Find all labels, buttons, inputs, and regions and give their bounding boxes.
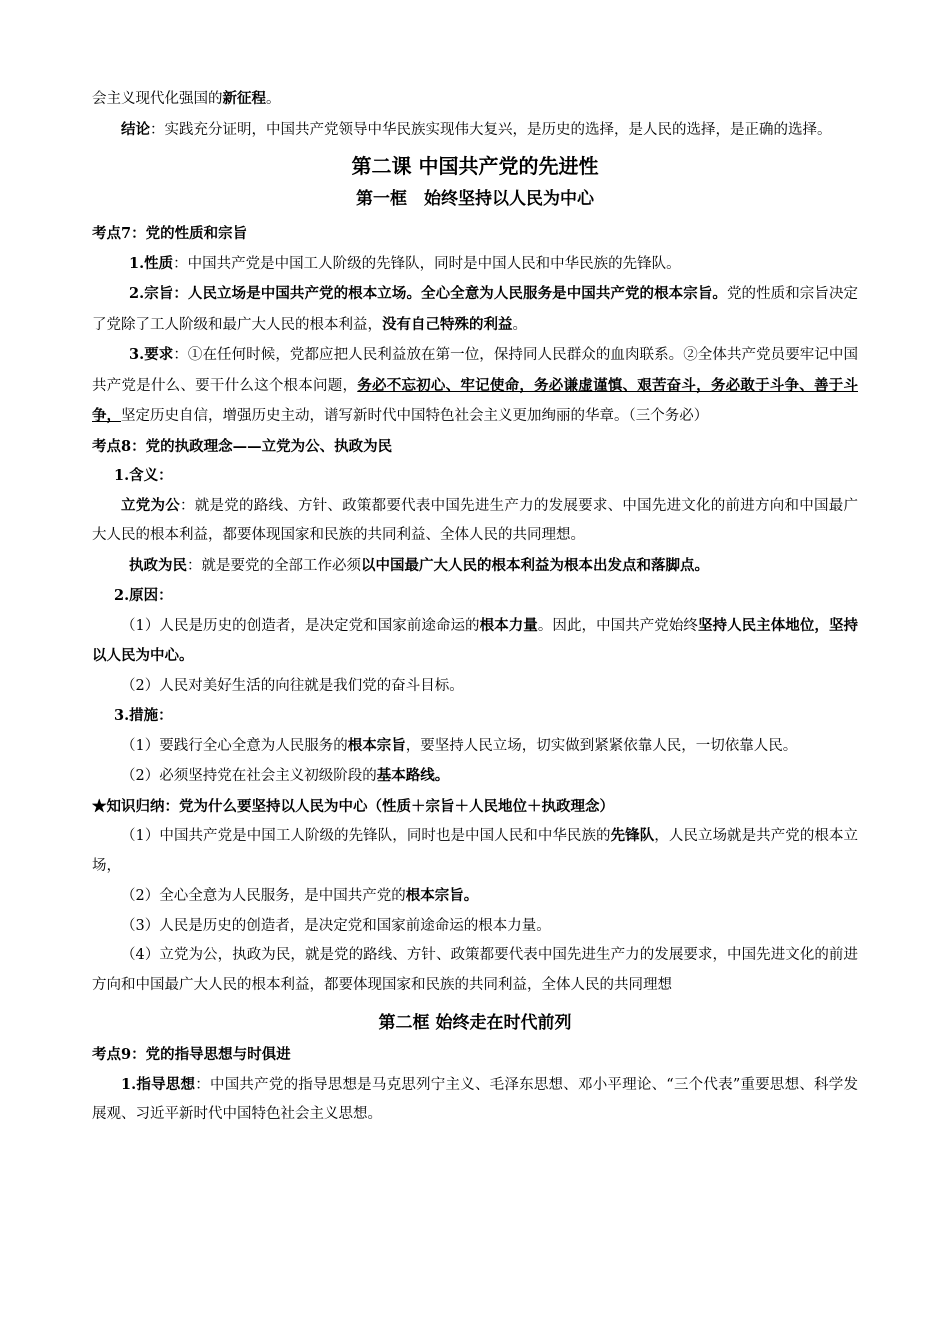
point-7-purpose: 2.宗旨：人民立场是中国共产党的根本立场。全心全意为人民服务是中国共产党的根本宗旨。党的性质和宗旨决定了党除了工人阶级和最广大人民的根本利益，没有自己特殊的利益。 — [92, 285, 859, 333]
point-9-guide: 1.指导思想：中国共产党的指导思想是马克思列宁主义、毛泽东思想、邓小平理论、“三个代表”重要思想、科学发展观、习近平新时代中国特色社会主义思想。 — [92, 1075, 858, 1122]
point-8-measure-1: （1）要践行全心全意为人民服务的根本宗旨，要坚持人民立场，切实做到紧紧依靠人民，一切依靠人民。 — [121, 736, 798, 754]
point-8-reason-label: 2.原因： — [114, 587, 173, 604]
point-7-requirement: 3.要求：①在任何时候，党都应把人民利益放在第一位，保持同人民群众的血肉联系。②全体共产党员要牢记中国共产党是什么、要干什么这个根本问题，务必不忘初心、牢记使命，务必谦虚谨慎、艰苦奋斗，务必敢于斗争、善于斗争，坚定历史自信，增强历史主动，谱写新时代中国特色社会主义更加绚丽的华章。（三个务必） — [92, 346, 858, 424]
lesson-title: 第二课 中国共产党的先进性 — [351, 154, 599, 178]
paragraph-continuation: 会主义现代化强国的新征程。 — [92, 90, 281, 107]
point-8-measure-2: （2）必须坚持党在社会主义初级阶段的基本路线。 — [121, 767, 450, 784]
frame-2-title: 第二框 始终走在时代前列 — [378, 1013, 572, 1033]
point-8-reason-2: （2）人民对美好生活的向往就是我们党的奋斗目标。 — [121, 677, 464, 694]
point-8-title: 考点8：党的执政理念——立党为公、执政为民 — [92, 437, 393, 455]
conclusion-paragraph: 结论：实践充分证明，中国共产党领导中华民族实现伟大复兴，是历史的选择，是人民的选择，是正确的选择。 — [121, 120, 832, 138]
point-7-title: 考点7：党的性质和宗旨 — [92, 225, 248, 242]
summary-item-3: （3）人民是历史的创造者，是决定党和国家前途命运的根本力量。 — [121, 917, 551, 934]
point-9-title: 考点9：党的指导思想与时俱进 — [92, 1046, 291, 1063]
summary-item-2: （2）全心全意为人民服务，是中国共产党的根本宗旨。 — [121, 887, 479, 904]
point-8-reason-1: （1）人民是历史的创造者，是决定党和国家前途命运的根本力量。因此，中国共产党始终坚持人民主体地位，坚持以人民为中心。 — [92, 616, 859, 664]
point-8-measure-label: 3.措施： — [114, 707, 173, 724]
point-7-nature: 1.性质：中国共产党是中国工人阶级的先锋队，同时是中国人民和中华民族的先锋队。 — [129, 254, 681, 272]
document-page — [92, 84, 858, 1130]
summary-item-4: （4）立党为公，执政为民，就是党的路线、方针、政策都要代表中国先进生产力的发展要求，中国先进文化的前进方向和中国最广大人民的根本利益，都要体现国家和民族的共同利益，全体人民的共同理想 — [92, 947, 858, 993]
point-8-zhizheng: 执政为民：就是要党的全部工作必须以中国最广大人民的根本利益为根本出发点和落脚点。 — [129, 556, 709, 574]
point-8-lidang: 立党为公：就是党的路线、方针、政策都要代表中国先进生产力的发展要求、中国先进文化的前进方向和中国最广大人民的根本利益，都要体现国家和民族的共同利益、全体人民的共同理想。 — [92, 496, 859, 543]
summary-item-1: （1）中国共产党是中国工人阶级的先锋队，同时也是中国人民和中华民族的先锋队，人民立场就是共产党的根本立场， — [92, 827, 858, 874]
point-8-meaning-label: 1.含义： — [114, 467, 173, 484]
frame-title: 第一框 始终坚持以人民为中心 — [356, 189, 594, 209]
summary-title: ★知识归纳：党为什么要坚持以人民为中心（性质＋宗旨＋人民地位＋执政理念） — [92, 797, 614, 815]
